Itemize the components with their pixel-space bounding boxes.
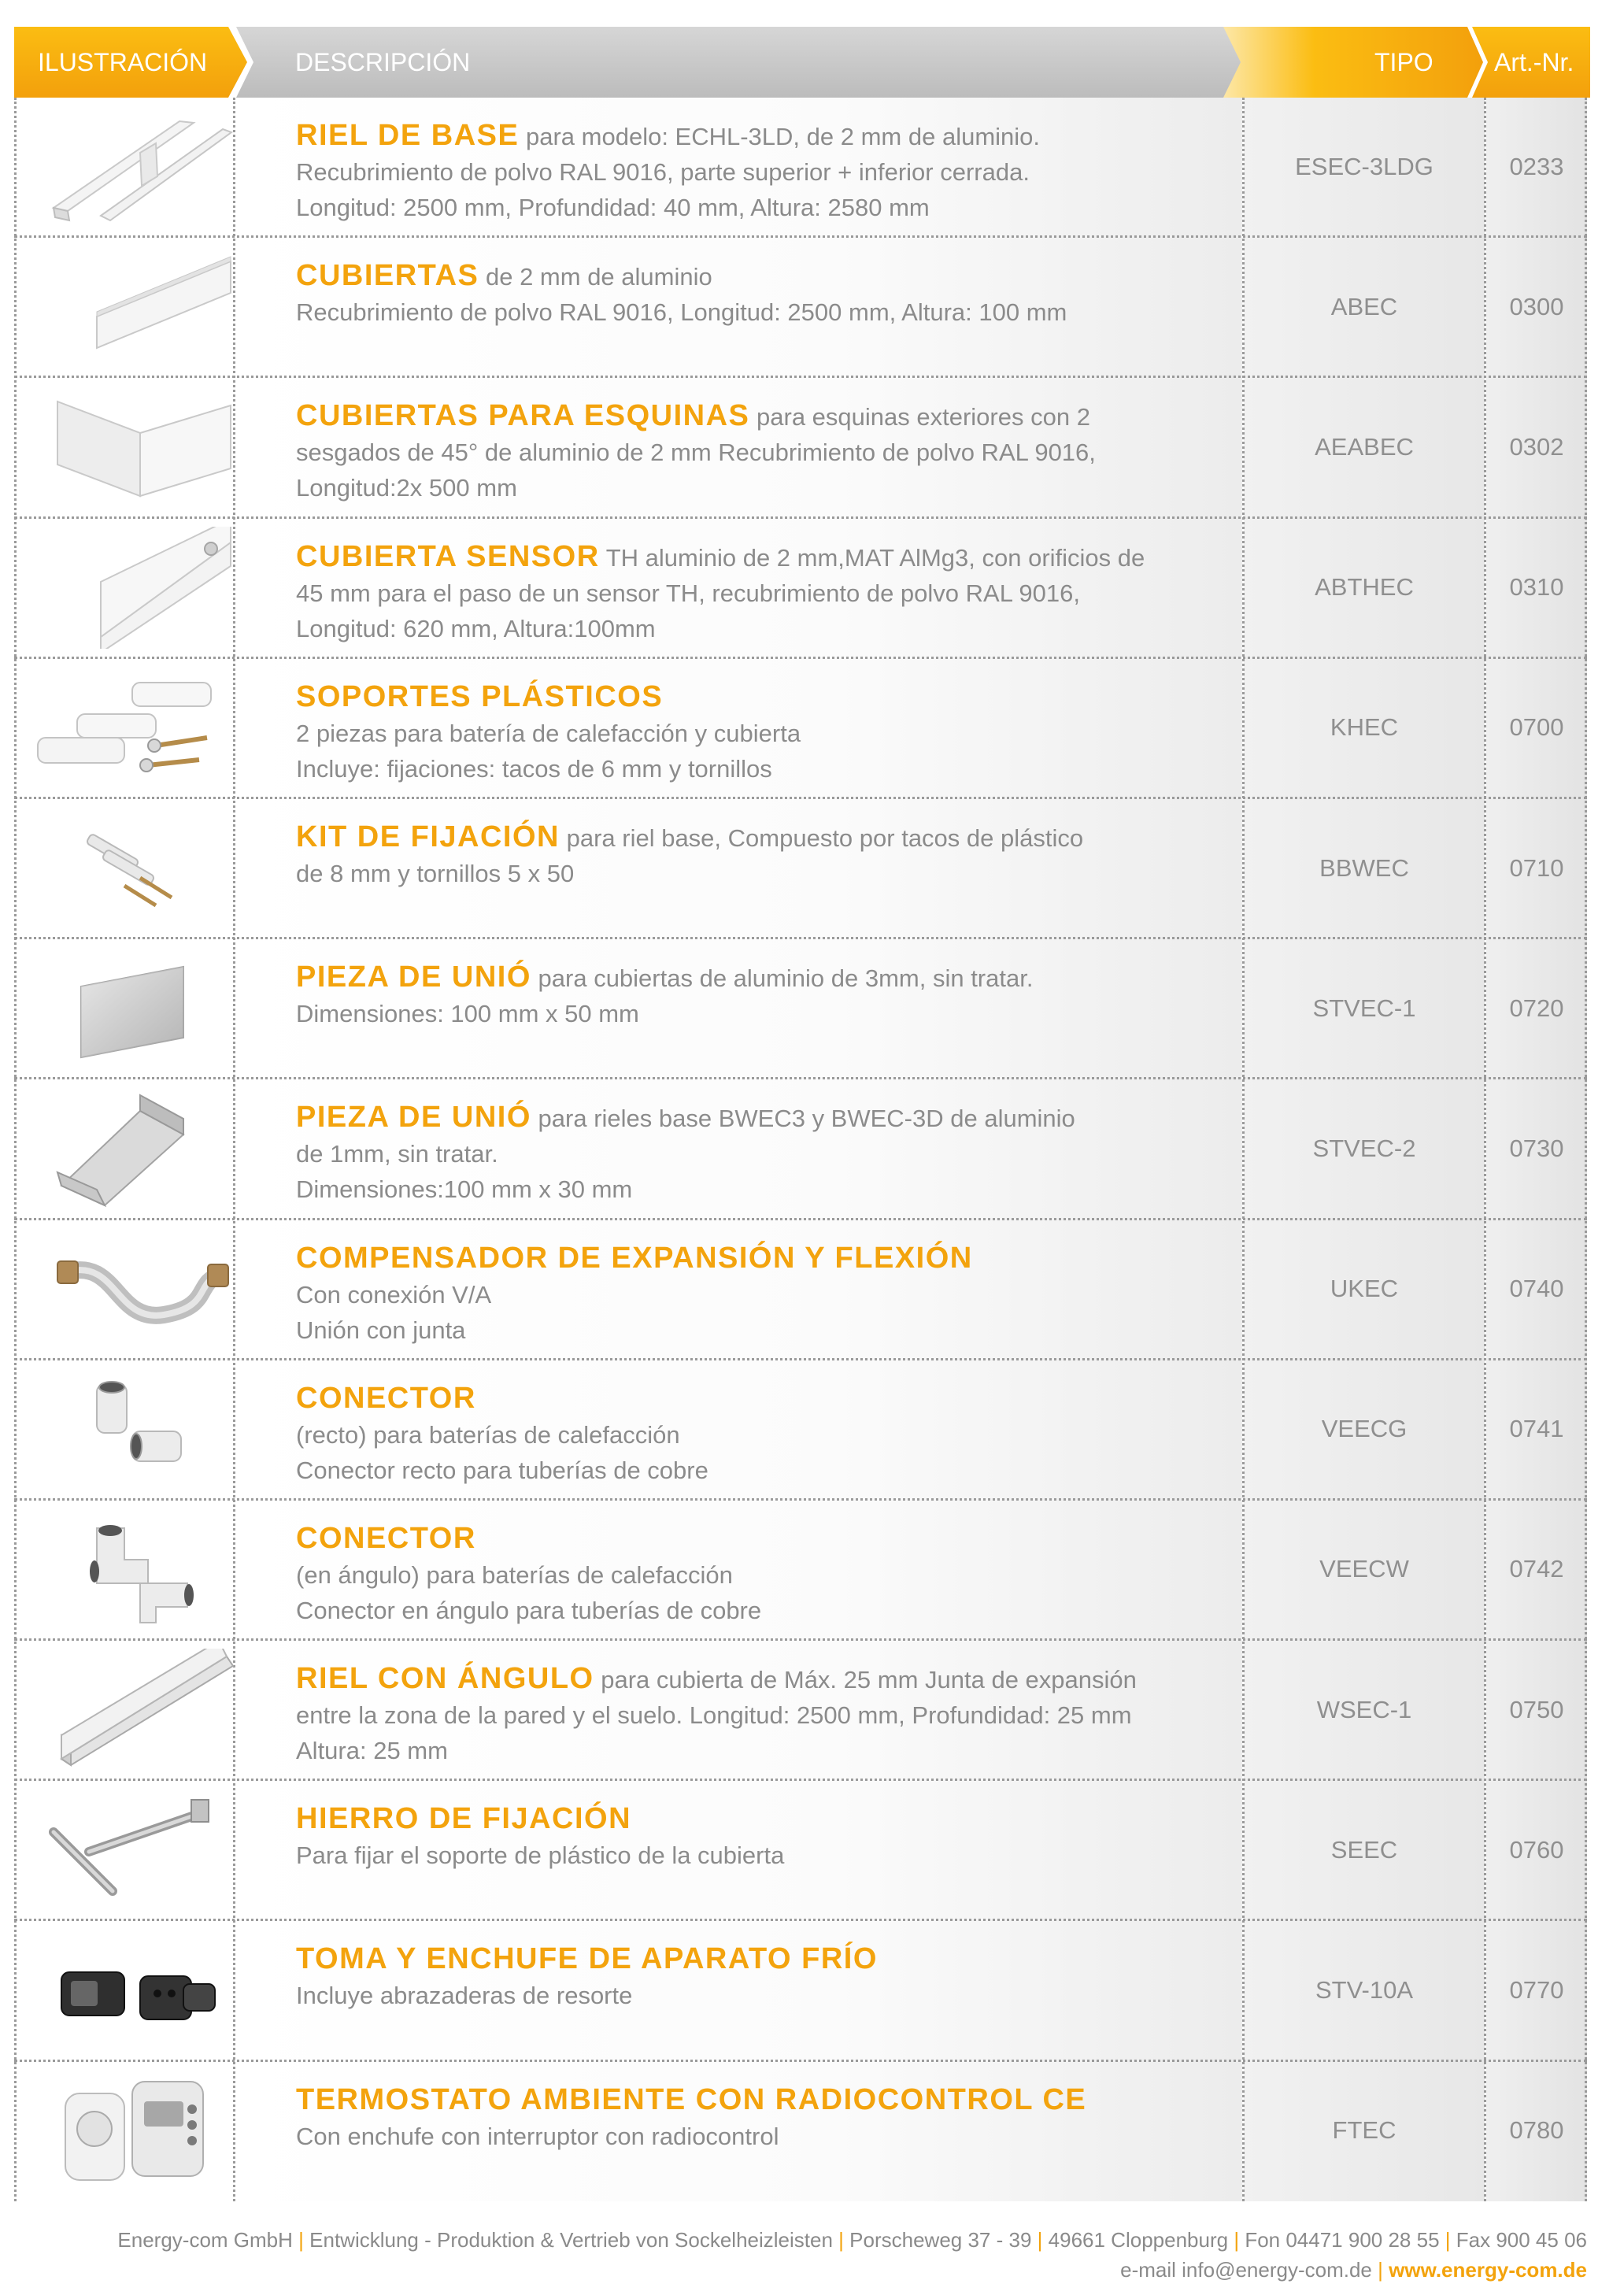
product-description — [296, 398, 1233, 505]
product-description — [296, 118, 1233, 225]
table-row — [14, 659, 1587, 799]
table-row — [14, 799, 1587, 939]
sensor-cover-icon — [22, 527, 235, 649]
product-type: STV-10A — [1315, 1976, 1414, 2004]
footer-separator: | — [1037, 2228, 1043, 2252]
description-line: Con conexión V/A — [296, 1280, 492, 1309]
product-art-number: 0730 — [1509, 1134, 1564, 1162]
product-description — [296, 258, 1233, 330]
description-line: para esquinas exteriores con 2 — [757, 403, 1090, 431]
product-art-number: 0780 — [1509, 2115, 1564, 2144]
product-title: HIERRO DE FIJACIÓN — [296, 1802, 632, 1836]
footer-fax: Fax 900 45 06 — [1456, 2228, 1587, 2252]
product-type: AEABEC — [1315, 432, 1414, 461]
table-row — [14, 1641, 1587, 1781]
table-row — [14, 1360, 1587, 1501]
product-type: VEECG — [1321, 1415, 1408, 1443]
description-line: 45 mm para el paso de un sensor TH, recubrimiento de polvo RAL 9016, — [296, 579, 1080, 607]
product-description — [296, 2082, 1233, 2154]
footer-website-link[interactable]: www.energy-com.de — [1389, 2258, 1587, 2282]
description-line: Con enchufe con interruptor con radiocontrol — [296, 2122, 779, 2150]
header-type-tab — [1223, 27, 1483, 98]
table-row — [14, 1501, 1587, 1641]
footer-separator: | — [838, 2228, 844, 2252]
description-line: Conector recto para tuberías de cobre — [296, 1456, 708, 1484]
product-art-number: 0742 — [1509, 1555, 1564, 1583]
product-title: COMPENSADOR DE EXPANSIÓN Y FLEXIÓN — [296, 1241, 973, 1275]
product-title: KIT DE FIJACIÓN — [296, 820, 560, 853]
product-type: STVEC-2 — [1312, 1134, 1416, 1162]
joint-plate-icon — [22, 947, 235, 1069]
description-line: (recto) para baterías de calefacción — [296, 1420, 680, 1449]
description-line: 2 piezas para batería de calefacción y cubierta — [296, 719, 801, 747]
plastic-bracket-icon — [22, 667, 235, 789]
product-art-number: 0720 — [1509, 994, 1564, 1022]
description-line: para rieles base BWEC3 y BWEC-3D de aluminio — [538, 1105, 1075, 1133]
product-title: PIEZA DE UNIÓ — [296, 1101, 531, 1135]
product-description — [296, 1100, 1233, 1207]
product-description — [296, 679, 1233, 787]
product-title: CUBIERTA SENSOR — [296, 539, 600, 573]
footer-email[interactable]: e-mail info@energy-com.de — [1120, 2258, 1372, 2282]
product-art-number: 0310 — [1509, 573, 1564, 602]
table-row — [14, 1921, 1587, 2061]
product-description — [296, 539, 1233, 646]
header-illustration-label: ILUSTRACIÓN — [38, 48, 208, 76]
description-line: Para fijar el soporte de plástico de la cubierta — [296, 1842, 785, 1870]
header-art-label: Art.-Nr. — [1494, 48, 1574, 76]
product-description — [296, 1801, 1233, 1873]
description-line: para cubiertas de aluminio de 3mm, sin tratar. — [538, 964, 1034, 993]
product-art-number: 0750 — [1509, 1695, 1564, 1723]
product-title: CONECTOR — [296, 1381, 476, 1415]
description-line: de 2 mm de aluminio — [485, 263, 712, 291]
header-description-label: DESCRIPCIÓN — [295, 48, 471, 76]
header-type-label: TIPO — [1374, 48, 1433, 76]
straight-connector-icon — [22, 1368, 235, 1490]
table-row — [14, 1781, 1587, 1921]
product-art-number: 0760 — [1509, 1835, 1564, 1864]
product-description — [296, 1661, 1233, 1768]
footer-phone: Fon 04471 900 28 55 — [1245, 2228, 1440, 2252]
fixing-kit-icon — [22, 807, 235, 929]
product-art-number: 0741 — [1509, 1415, 1564, 1443]
product-art-number: 0740 — [1509, 1275, 1564, 1303]
product-type: VEECW — [1319, 1555, 1409, 1583]
product-rows — [14, 98, 1587, 2199]
description-line: Longitud: 620 mm, Altura:100mm — [296, 614, 656, 642]
table-row — [14, 238, 1587, 378]
footer-contact-line — [14, 2255, 1587, 2285]
description-line: (en ángulo) para baterías de calefacción — [296, 1560, 733, 1589]
description-line: Incluye abrazaderas de resorte — [296, 1982, 633, 2010]
footer-separator: | — [1378, 2258, 1383, 2282]
base-rail-icon — [22, 105, 235, 228]
product-title: TERMOSTATO AMBIENTE CON RADIOCONTROL CE — [296, 2082, 1087, 2116]
product-art-number: 0770 — [1509, 1976, 1564, 2004]
description-line: Incluye: fijaciones: tacos de 6 mm y tornillos — [296, 754, 772, 783]
description-line: para cubierta de Máx. 25 mm Junta de expansión — [601, 1666, 1137, 1694]
product-description — [296, 1941, 1233, 2013]
footer-separator: | — [1234, 2228, 1240, 2252]
product-description — [296, 960, 1233, 1031]
product-description — [296, 1521, 1233, 1628]
description-line: Recubrimiento de polvo RAL 9016, Longitud: 2500 mm, Altura: 100 mm — [296, 298, 1067, 327]
description-line: Conector en ángulo para tuberías de cobre — [296, 1596, 762, 1624]
footer-company: Energy-com GmbH — [117, 2228, 293, 2252]
product-art-number: 0710 — [1509, 853, 1564, 882]
description-line: Longitud:2x 500 mm — [296, 474, 517, 502]
product-type: STVEC-1 — [1312, 994, 1416, 1022]
description-line: entre la zona de la pared y el suelo. Longitud: 2500 mm, Profundidad: 25 mm — [296, 1701, 1132, 1730]
product-art-number: 0700 — [1509, 713, 1564, 742]
corner-cover-icon — [22, 386, 235, 508]
table-row — [14, 1220, 1587, 1360]
product-type: FTEC — [1332, 2115, 1396, 2144]
description-line: TH aluminio de 2 mm,MAT AlMg3, con orificios de — [605, 543, 1145, 572]
cover-panel-icon — [22, 246, 235, 368]
product-art-number: 0302 — [1509, 432, 1564, 461]
description-line: Altura: 25 mm — [296, 1737, 448, 1765]
description-line: Recubrimiento de polvo RAL 9016, parte superior + inferior cerrada. — [296, 158, 1030, 186]
description-line: Dimensiones:100 mm x 30 mm — [296, 1175, 633, 1204]
product-type: ABTHEC — [1315, 573, 1414, 602]
footer-activity: Entwicklung - Produktion & Vertrieb von Sockelheizleisten — [309, 2228, 833, 2252]
product-description — [296, 1381, 1233, 1488]
joint-channel-icon — [22, 1087, 235, 1209]
thermostat-icon — [22, 2070, 235, 2192]
product-title: RIEL CON ÁNGULO — [296, 1662, 594, 1696]
product-title: RIEL DE BASE — [296, 119, 520, 152]
product-title: PIEZA DE UNIÓ — [296, 961, 531, 994]
footer-separator: | — [298, 2228, 304, 2252]
fixing-iron-icon — [22, 1789, 235, 1911]
angle-connector-icon — [22, 1508, 235, 1631]
table-header — [14, 27, 1587, 98]
expansion-pipe-icon — [22, 1228, 235, 1350]
table-row — [14, 2062, 1587, 2199]
footer-address-line — [14, 2225, 1587, 2255]
table-row — [14, 98, 1587, 238]
product-title: CUBIERTAS — [296, 259, 479, 293]
product-type: ESEC-3LDG — [1295, 152, 1433, 180]
angle-rail-icon — [22, 1649, 235, 1771]
table-row — [14, 519, 1587, 659]
product-title: CUBIERTAS PARA ESQUINAS — [296, 399, 750, 433]
product-table — [14, 98, 1587, 2201]
footer-city: 49661 Cloppenburg — [1048, 2228, 1229, 2252]
product-type: SEEC — [1330, 1835, 1398, 1864]
description-line: Unión con junta — [296, 1316, 466, 1344]
footer-separator: | — [1445, 2228, 1451, 2252]
description-line: para modelo: ECHL-3LD, de 2 mm de aluminio. — [525, 123, 1041, 150]
product-title: SOPORTES PLÁSTICOS — [296, 679, 664, 713]
page-footer — [14, 2225, 1587, 2285]
product-art-number: 0300 — [1509, 292, 1564, 320]
product-type: ABEC — [1330, 292, 1398, 320]
description-line: sesgados de 45° de aluminio de 2 mm Recubrimiento de polvo RAL 9016, — [296, 439, 1096, 467]
product-title: TOMA Y ENCHUFE DE APARATO FRÍO — [296, 1942, 878, 1976]
product-art-number: 0233 — [1509, 152, 1564, 180]
description-line: para riel base, Compuesto por tacos de plástico — [566, 824, 1084, 852]
description-line: de 8 mm y tornillos 5 x 50 — [296, 859, 575, 887]
product-title: CONECTOR — [296, 1521, 476, 1555]
table-row — [14, 939, 1587, 1079]
power-plug-icon — [22, 1929, 235, 2051]
description-line: de 1mm, sin tratar. — [296, 1140, 498, 1168]
footer-street: Porscheweg 37 - 39 — [849, 2228, 1032, 2252]
product-type: KHEC — [1330, 713, 1399, 742]
table-row — [14, 1079, 1587, 1220]
description-line: Longitud: 2500 mm, Profundidad: 40 mm, Altura: 2580 mm — [296, 194, 930, 221]
product-description — [296, 820, 1233, 891]
table-row — [14, 378, 1587, 518]
product-type: BBWEC — [1319, 853, 1409, 882]
product-type: UKEC — [1330, 1275, 1399, 1303]
description-line: Dimensiones: 100 mm x 50 mm — [296, 1000, 639, 1028]
product-type: WSEC-1 — [1316, 1695, 1412, 1723]
product-description — [296, 1241, 1233, 1348]
